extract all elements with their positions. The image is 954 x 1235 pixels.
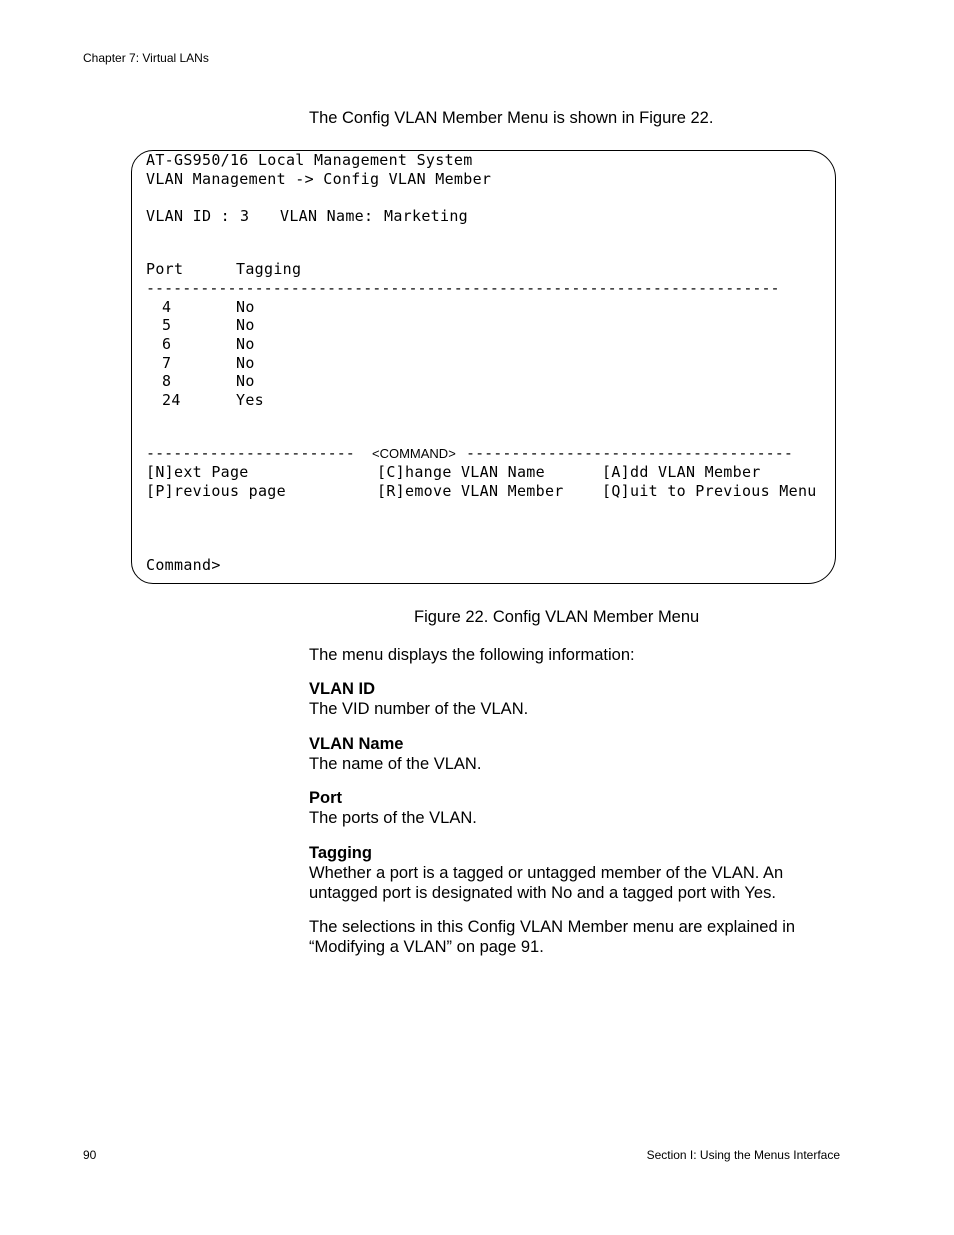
vlan-name-value: Marketing xyxy=(384,207,468,225)
table-divider: ---------------------------------------------------------------------- xyxy=(146,279,780,297)
terminal-breadcrumb: VLAN Management -> Config VLAN Member xyxy=(146,170,492,188)
definition-term: VLAN ID xyxy=(309,680,375,698)
column-header-tagging: Tagging xyxy=(236,260,302,278)
definition-desc: The VID number of the VLAN. xyxy=(309,700,529,718)
vlan-id-value: 3 xyxy=(240,207,250,225)
menu-item-remove-vlan-member[interactable]: [R]emove VLAN Member xyxy=(377,482,564,500)
table-row-port: 24 xyxy=(162,391,181,409)
command-prompt[interactable]: Command> xyxy=(146,556,221,574)
definition-term: Tagging xyxy=(309,844,372,862)
closing-text: The selections in this Config VLAN Member menu are explained in xyxy=(309,918,796,936)
table-row-tagging: Yes xyxy=(236,391,264,409)
intro-text: The Config VLAN Member Menu is shown in Figure 22. xyxy=(309,109,714,127)
table-row-tagging: No xyxy=(236,316,255,334)
command-label: <COMMAND> xyxy=(372,446,456,461)
column-header-port: Port xyxy=(146,260,184,278)
command-divider-right: ------------------------------------ xyxy=(466,444,793,462)
vlan-id-label: VLAN ID : xyxy=(146,207,240,225)
table-row-tagging: No xyxy=(236,298,255,316)
vlan-name-label: VLAN Name: xyxy=(280,207,383,225)
definition-term: Port xyxy=(309,789,342,807)
definition-term: VLAN Name xyxy=(309,735,404,753)
table-row-tagging: No xyxy=(236,335,255,353)
table-row-tagging: No xyxy=(236,372,255,390)
table-row-port: 8 xyxy=(162,372,172,390)
terminal-title: AT-GS950/16 Local Management System xyxy=(146,151,473,169)
table-row-port: 4 xyxy=(162,298,172,316)
description-intro: The menu displays the following information: xyxy=(309,646,635,664)
table-row-port: 5 xyxy=(162,316,172,334)
definition-desc: The ports of the VLAN. xyxy=(309,809,477,827)
figure-caption: Figure 22. Config VLAN Member Menu xyxy=(414,608,700,626)
menu-item-add-vlan-member[interactable]: [A]dd VLAN Member xyxy=(602,463,761,481)
closing-text-link[interactable]: “Modifying a VLAN” on page 91. xyxy=(309,938,544,956)
table-row-port: 7 xyxy=(162,354,172,372)
command-divider-left: ----------------------- xyxy=(146,444,355,462)
definition-desc: untagged port is designated with No and a tagged port with Yes. xyxy=(309,884,776,902)
table-row-port: 6 xyxy=(162,335,172,353)
menu-item-change-vlan-name[interactable]: [C]hange VLAN Name xyxy=(377,463,545,481)
section-footer: Section I: Using the Menus Interface xyxy=(646,1148,840,1162)
menu-item-next-page[interactable]: [N]ext Page xyxy=(146,463,249,481)
menu-item-quit[interactable]: [Q]uit to Previous Menu xyxy=(602,482,817,500)
table-row-tagging: No xyxy=(236,354,255,372)
definition-desc: The name of the VLAN. xyxy=(309,755,482,773)
page-number: 90 xyxy=(83,1148,97,1162)
definition-desc: Whether a port is a tagged or untagged member of the VLAN. An xyxy=(309,864,784,882)
menu-item-previous-page[interactable]: [P]revious page xyxy=(146,482,286,500)
chapter-header: Chapter 7: Virtual LANs xyxy=(83,51,209,65)
